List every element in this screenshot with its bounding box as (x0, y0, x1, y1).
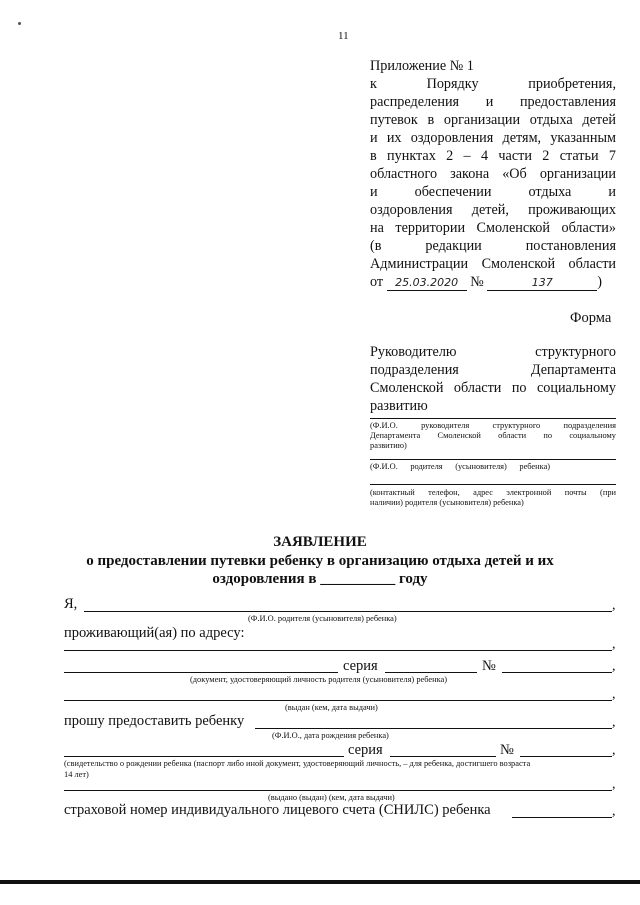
comma: , (612, 804, 616, 819)
caption-line: (контактный телефон, адрес электронной почты (при (370, 488, 616, 497)
blank-line (512, 817, 612, 818)
blank-line (385, 672, 477, 673)
addressee-line: Руководителю структурного (370, 344, 616, 360)
appendix-line: путевок в организации отдыха детей (370, 112, 616, 128)
comma: , (612, 715, 616, 730)
appendix-line: оздоровления детей, проживающих (370, 202, 616, 218)
handwritten-date: 25.03.2020 (387, 276, 467, 291)
blank-line (370, 459, 616, 460)
blank-line (255, 728, 612, 729)
close-paren: ) (597, 274, 603, 290)
appendix-line: (в редакции постановления (370, 238, 616, 254)
parent-fio-caption: (Ф.И.О. родителя (усыновителя) ребенка) (370, 462, 551, 471)
appendix-block (370, 57, 616, 291)
appendix-line: в пунктах 2 – 4 части 2 статьи 7 (370, 148, 616, 164)
from-label: от (370, 274, 384, 290)
addressee-line: развитию (370, 398, 428, 414)
statement-subtitle: о предоставлении путевки ребенку в организацию отдыха детей и их (86, 553, 554, 569)
snils-label: страховой номер индивидуального лицевого счета (СНИЛС) ребенка (64, 802, 491, 818)
child-caption: (Ф.И.О., дата рождения ребенка) (272, 731, 389, 740)
blank-line (64, 672, 338, 673)
issued2-caption: (выдано (выдан) (кем, дата выдачи) (268, 793, 395, 802)
blank-line (64, 700, 612, 701)
caption-line: 14 лет) (64, 770, 89, 779)
form-label: Форма (570, 310, 612, 326)
blank-line (390, 756, 496, 757)
appendix-line: и обеспечении отдыха и (370, 184, 616, 200)
certificate-caption (64, 758, 616, 780)
comma: , (612, 777, 616, 792)
blank-line (370, 418, 616, 419)
number-label: № (470, 274, 484, 290)
blank-line (64, 790, 612, 791)
caption-line: Департамента Смоленской области по социальному (370, 431, 616, 440)
handwritten-number: 137 (487, 276, 597, 291)
appendix-line: распределения и предоставления (370, 94, 616, 110)
addressee-line: Смоленской области по социальному (370, 380, 616, 396)
blank-line (502, 672, 612, 673)
addressee-block (370, 343, 616, 415)
scan-bottom-edge (0, 880, 640, 884)
caption-line: наличии) родителя (усыновителя) ребенка) (370, 498, 524, 507)
page-number: 11 (338, 30, 349, 42)
statement-subtitle-year: оздоровления в __________ году (212, 571, 428, 587)
issued-caption: (выдан (кем, дата выдачи) (285, 703, 378, 712)
caption-line: (свидетельство о рождении ребенка (паспорт либо иной документ, удостоверяющий личность, – для ребенка, достигшего возраста (64, 759, 531, 768)
contacts-caption (370, 488, 616, 508)
blank-line (64, 650, 612, 651)
appendix-line: на территории Смоленской области» (370, 220, 616, 236)
scan-speck (18, 22, 21, 25)
appendix-line: к Порядку приобретения, (370, 76, 616, 92)
appendix-line: Администрации Смоленской области (370, 256, 616, 272)
number-label: № (500, 742, 514, 758)
comma: , (612, 659, 616, 674)
blank-line (64, 756, 344, 757)
caption-line: (Ф.И.О. руководителя структурного подразделения (370, 421, 616, 430)
appendix-line: Приложение № 1 (370, 58, 474, 74)
parent-caption: (Ф.И.О. родителя (усыновителя) ребенка) (248, 614, 397, 623)
head-fio-caption (370, 421, 616, 451)
blank-line (370, 484, 616, 485)
addressee-line: подразделения Департамента (370, 362, 616, 378)
document-caption: (документ, удостоверяющий личность родителя (усыновителя) ребенка) (190, 675, 448, 684)
series-label: серия (348, 742, 383, 758)
request-label: прошу предоставить ребенку (64, 713, 245, 729)
appendix-line: и их оздоровления детям, указанным (370, 130, 616, 146)
comma: , (612, 687, 616, 702)
comma: , (612, 598, 616, 613)
blank-line (520, 756, 612, 757)
number-label: № (482, 658, 496, 674)
residing-label: проживающий(ая) по адресу: (64, 625, 245, 641)
statement-title: ЗАЯВЛЕНИЕ (273, 534, 367, 550)
appendix-line: областного закона «Об организации (370, 166, 616, 182)
blank-line (84, 611, 612, 612)
series-label: серия (343, 658, 378, 674)
comma: , (612, 743, 616, 758)
appendix-date-line (370, 273, 616, 291)
ya-label: Я, (64, 596, 78, 612)
caption-line: развитию) (370, 441, 407, 450)
comma: , (612, 637, 616, 652)
